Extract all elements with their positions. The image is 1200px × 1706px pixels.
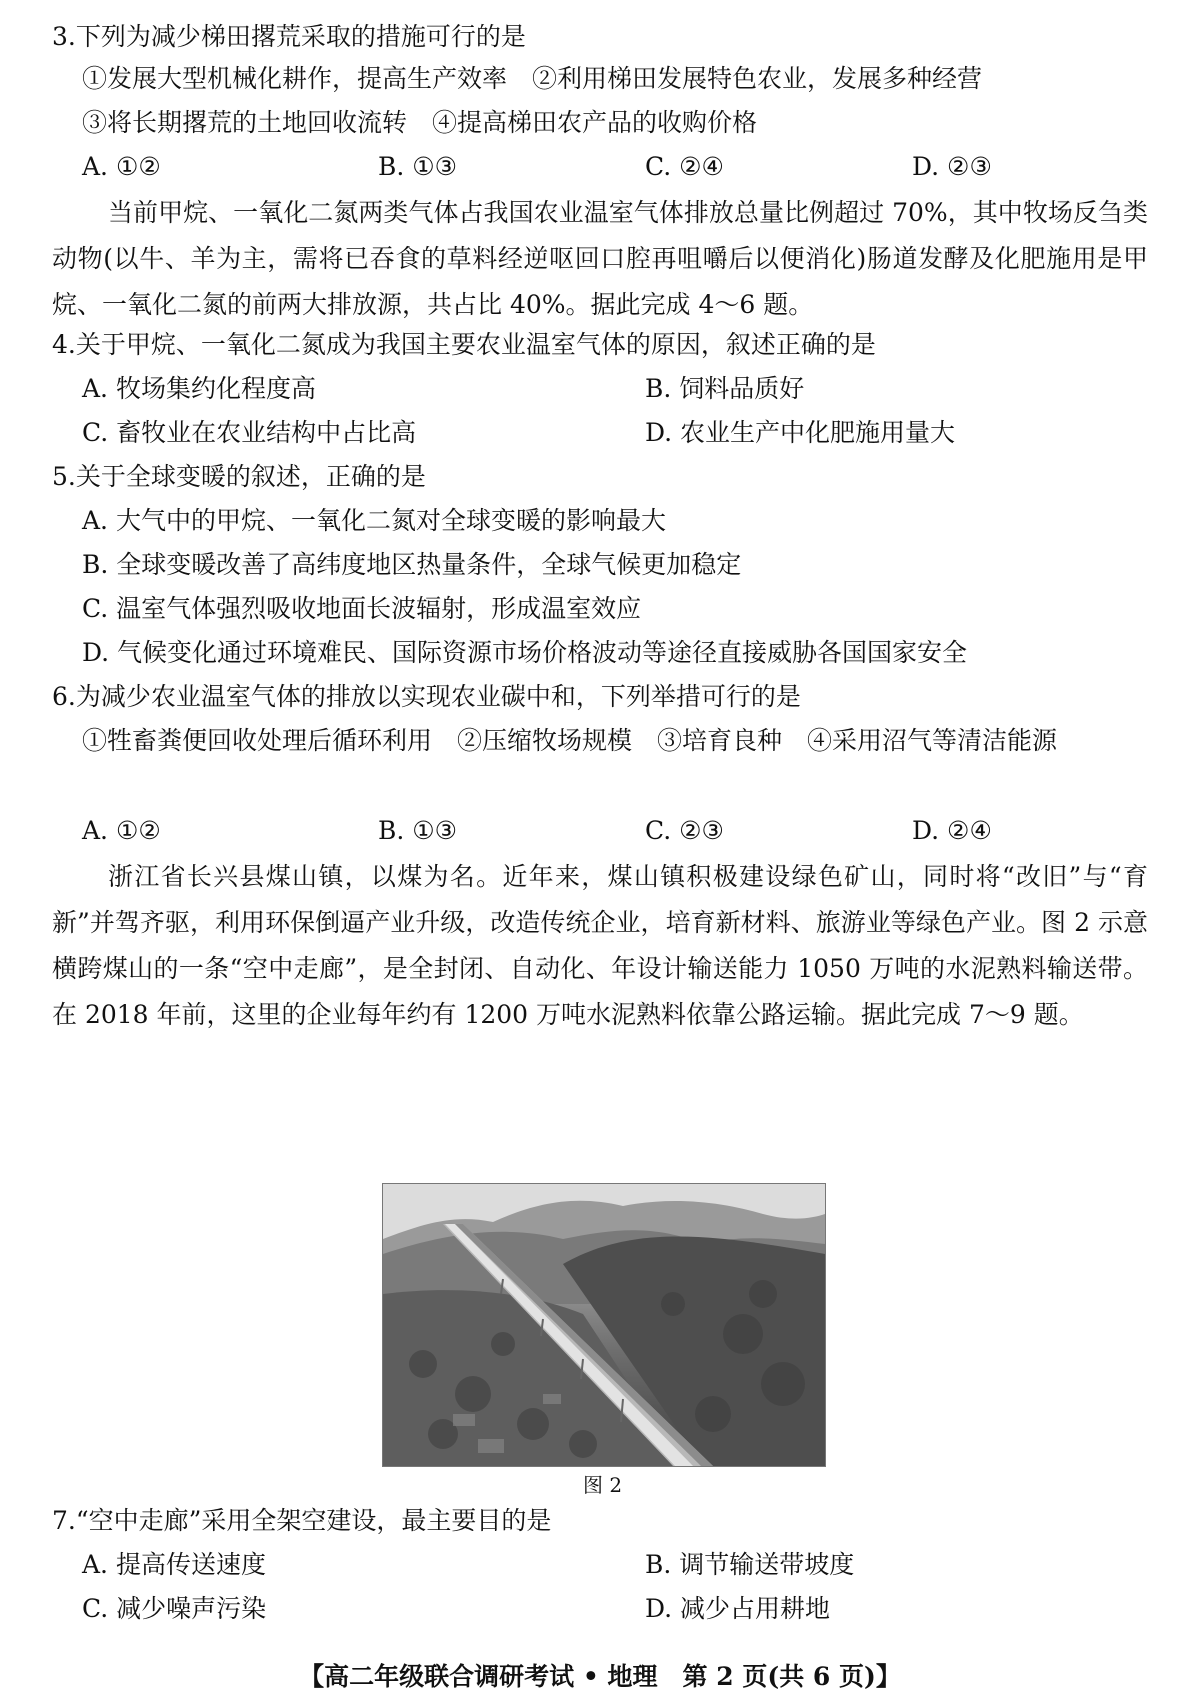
- q6-option-d: D. ②④: [912, 816, 992, 845]
- q4-option-d: D. 农业生产中化肥施用量大: [645, 418, 956, 447]
- q6-option-a: A. ①②: [82, 816, 161, 845]
- q6-items: ①牲畜粪便回收处理后循环利用 ②压缩牧场规模 ③培育良种 ④采用沼气等清洁能源: [82, 726, 1058, 755]
- q5-option-b: B. 全球变暖改善了高纬度地区热量条件，全球气候更加稳定: [82, 550, 742, 579]
- q6-stem: 6.为减少农业温室气体的排放以实现农业碳中和，下列举措可行的是: [52, 682, 801, 711]
- q6-option-c: C. ②③: [645, 816, 724, 845]
- q6-option-b: B. ①③: [378, 816, 458, 845]
- passage-2: 浙江省长兴县煤山镇，以煤为名。近年来，煤山镇积极建设绿色矿山，同时将“改旧”与“育新”并驾齐驱，利用环保倒逼产业升级，改造传统企业，培育新材料、旅游业等绿色产业。图 2 示意横跨煤山的一条“空中走廊”，是全封闭、自动化、年设计输送能力 1050 万吨的水泥熟料输送带。在 2018 年前，这里的企业每年约有 1200 万吨水泥熟料依靠公路运输。据此完成 7～9 题。: [52, 862, 1148, 1029]
- q3-option-d: D. ②③: [912, 152, 992, 181]
- q4-option-c: C. 畜牧业在农业结构中占比高: [82, 418, 417, 447]
- q3-items-line1: ①发展大型机械化耕作，提高生产效率 ②利用梯田发展特色农业，发展多种经营: [82, 64, 983, 93]
- q7-option-d: D. 减少占用耕地: [645, 1594, 831, 1623]
- q3-option-c: C. ②④: [645, 152, 724, 181]
- passage-1: 当前甲烷、一氧化二氮两类气体占我国农业温室气体排放总量比例超过 70%，其中牧场反刍类动物(以牛、羊为主，需将已吞食的草料经逆呕回口腔再咀嚼后以便消化)肠道发酵及化肥施用是甲烷、一氧化二氮的前两大排放源，共占比 40%。据此完成 4～6 题。: [52, 198, 1148, 319]
- q7-stem: 7.“空中走廊”采用全架空建设，最主要目的是: [52, 1506, 552, 1535]
- q3-stem: 3.下列为减少梯田撂荒采取的措施可行的是: [52, 22, 526, 51]
- q5-option-a: A. 大气中的甲烷、一氧化二氮对全球变暖的影响最大: [82, 506, 666, 535]
- q5-option-c: C. 温室气体强烈吸收地面长波辐射，形成温室效应: [82, 594, 642, 623]
- q3-option-a: A. ①②: [82, 152, 161, 181]
- q5-stem: 5.关于全球变暖的叙述，正确的是: [52, 462, 426, 491]
- q3-items-line2: ③将长期撂荒的土地回收流转 ④提高梯田农产品的收购价格: [82, 108, 758, 137]
- figure-caption: 图 2: [583, 1473, 623, 1497]
- q7-option-a: A. 提高传送速度: [82, 1550, 266, 1579]
- q7-option-c: C. 减少噪声污染: [82, 1594, 267, 1623]
- page-footer: 【高二年级联合调研考试 • 地理 第 2 页(共 6 页)】: [299, 1662, 901, 1691]
- q3-option-b: B. ①③: [378, 152, 458, 181]
- q7-option-b: B. 调节输送带坡度: [645, 1550, 855, 1579]
- q4-option-a: A. 牧场集约化程度高: [82, 374, 316, 403]
- q5-option-d: D. 气候变化通过环境难民、国际资源市场价格波动等途径直接威胁各国国家安全: [82, 638, 968, 667]
- q4-stem: 4.关于甲烷、一氧化二氮成为我国主要农业温室气体的原因，叙述正确的是: [52, 330, 876, 359]
- conveyor-photo: [382, 1183, 826, 1467]
- q4-option-b: B. 饲料品质好: [645, 374, 805, 403]
